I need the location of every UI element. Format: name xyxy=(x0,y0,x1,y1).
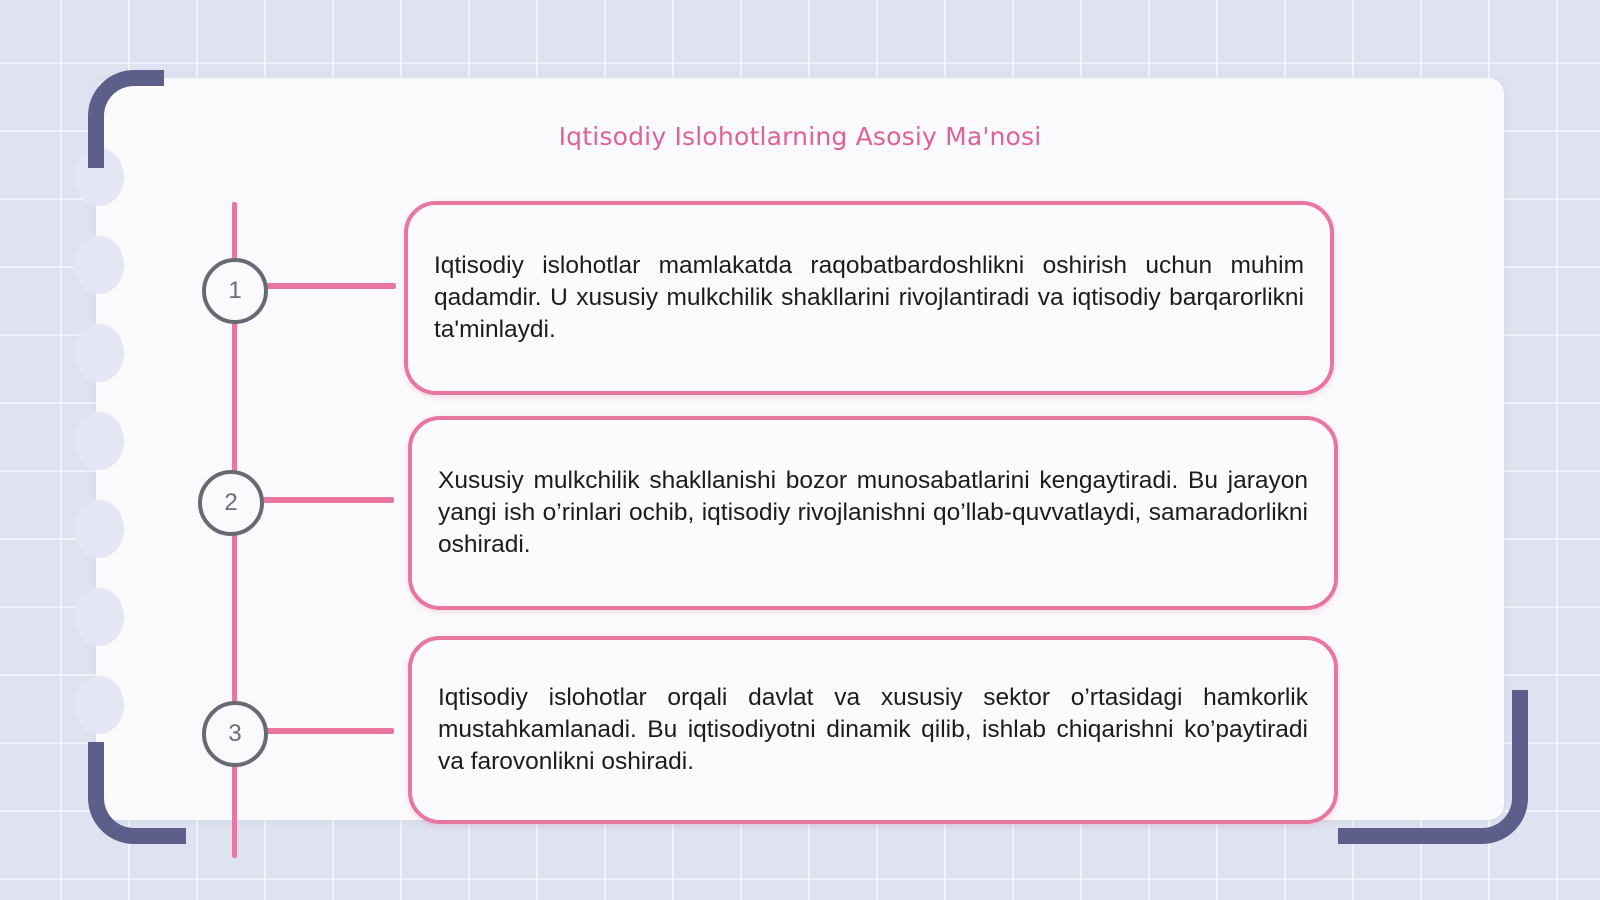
step-number-2: 2 xyxy=(198,470,264,536)
step-card-3 xyxy=(408,636,1338,824)
timeline-connector-1 xyxy=(262,283,396,289)
timeline-connector-3 xyxy=(262,728,394,734)
corner-bracket-top-left xyxy=(88,70,164,168)
paper-edge-bump xyxy=(74,500,124,558)
slide-title: Iqtisodiy Islohotlarning Asosiy Ma'nosi xyxy=(558,122,1042,151)
step-number-1: 1 xyxy=(202,258,268,324)
step-card-text: Iqtisodiy islohotlar orqali davlat va xususiy sektor o’rtasidagi hamkorlik mustahkamlanadi. Bu iqtisodiyotni dinamik qilib, ishlab chiqarishni ko’paytiradi va farovonlikni oshiradi. xyxy=(438,684,1308,775)
step-card-2 xyxy=(408,416,1338,610)
timeline-connector-2 xyxy=(258,497,394,503)
paper-edge-bump xyxy=(74,412,124,470)
corner-bracket-bottom-left xyxy=(88,742,186,844)
step-number-3: 3 xyxy=(202,701,268,767)
step-card-text: Xususiy mulkchilik shakllanishi bozor munosabatlarini kengaytiradi. Bu jarayon yangi ish o’rinlari ochib, iqtisodiy rivojlanishni qo’llab-quvvatlaydi, samaradorlikni oshiradi. xyxy=(438,467,1308,558)
step-card-1 xyxy=(404,201,1334,395)
paper-edge-bump xyxy=(74,676,124,734)
paper-edge-bump xyxy=(74,588,124,646)
paper-edge-bump xyxy=(74,236,124,294)
paper-edge-bump xyxy=(74,324,124,382)
corner-bracket-bottom-right xyxy=(1338,690,1528,844)
step-card-text: Iqtisodiy islohotlar mamlakatda raqobatbardoshlikni oshirish uchun muhim qadamdir. U xususiy mulkchilik shakllarini rivojlantiradi va iqtisodiy barqarorlikni ta'minlaydi. xyxy=(434,252,1304,343)
